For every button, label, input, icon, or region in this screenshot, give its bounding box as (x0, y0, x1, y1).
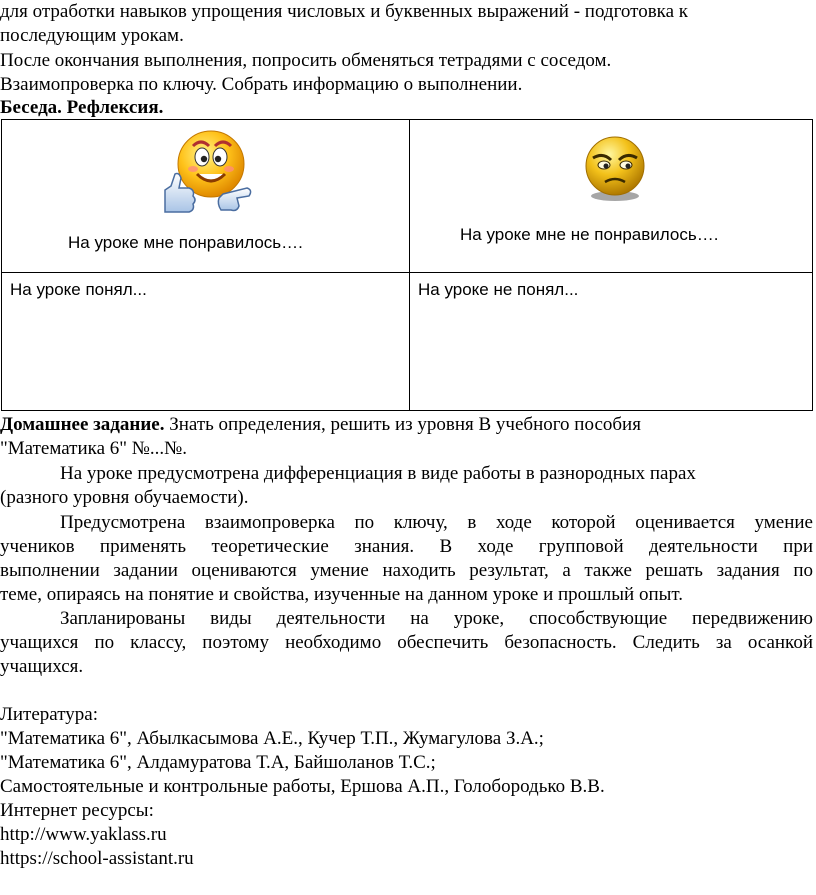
homework-line-1 (0, 413, 641, 436)
intro-line-2: последующим урокам. (0, 25, 184, 46)
cell-liked: На уроке мне понравилось…. (68, 233, 303, 252)
paragraph-2-line-4: теме, опираясь на понятие и свойства, изученные на данном уроке и прошлый опыт. (0, 584, 684, 605)
link-school-assistant[interactable]: https://school-assistant.ru (0, 848, 194, 869)
reflection-table (1, 119, 813, 411)
internet-resources-heading: Интернет ресурсы: (0, 800, 154, 821)
paragraph-3-line-3: учащихся. (0, 656, 84, 677)
homework-label: Домашнее задание. (0, 414, 165, 435)
frowning-smiley-icon (579, 132, 651, 204)
cell-not-understood: На уроке не понял... (418, 280, 579, 299)
link-yaklass[interactable]: http://www.yaklass.ru (0, 824, 167, 845)
paragraph-2-line-1: Предусмотрена взаимопроверка по ключу, в ходе которой оценивается умение (60, 512, 813, 533)
cell-understood: На уроке понял... (10, 280, 147, 299)
literature-item-2: "Математика 6", Алдамуратова Т.А, Байшоланов Т.С.; (0, 752, 436, 773)
paragraph-1-line-2: (разного уровня обучаемости). (0, 487, 249, 508)
intro-line-4: Взаимопроверка по ключу. Собрать информацию о выполнении. (0, 74, 523, 95)
literature-heading: Литература: (0, 704, 98, 725)
table-divider-vertical (409, 120, 410, 410)
table-divider-horizontal (2, 272, 812, 273)
homework-line-2: "Математика 6" №...№. (0, 438, 188, 459)
reflection-heading: Беседа. Рефлексия. (0, 97, 164, 118)
homework-text-1: Знать определения, решить из уровня В учебного пособия (164, 414, 641, 435)
thumbs-up-smiley-icon (157, 124, 255, 216)
literature-item-3: Самостоятельные и контрольные работы, Ершова А.П., Голобородько В.В. (0, 776, 605, 797)
paragraph-3-line-2: учащихся по классу, поэтому необходимо обеспечить безопасность. Следить за осанкой (0, 632, 813, 653)
paragraph-2-line-3: выполнении задании оцениваются умение находить результат, а также решать задания по (0, 560, 813, 581)
cell-disliked: На уроке мне не понравилось…. (460, 225, 719, 244)
paragraph-1-line-1: На уроке предусмотрена дифференциация в виде работы в разнородных парах (60, 463, 696, 484)
literature-item-1: "Математика 6", Абылкасымова А.Е., Кучер Т.П., Жумагулова З.А.; (0, 728, 544, 749)
intro-line-3: После окончания выполнения, попросить обменяться тетрадями с соседом. (0, 50, 612, 71)
paragraph-2-line-2: учеников применять теоретические знания. В ходе групповой деятельности при (0, 536, 813, 557)
intro-line-1: для отработки навыков упрощения числовых и буквенных выражений - подготовка к (0, 1, 689, 22)
paragraph-3-line-1: Запланированы виды деятельности на уроке, способствующие передвижению (60, 608, 813, 629)
